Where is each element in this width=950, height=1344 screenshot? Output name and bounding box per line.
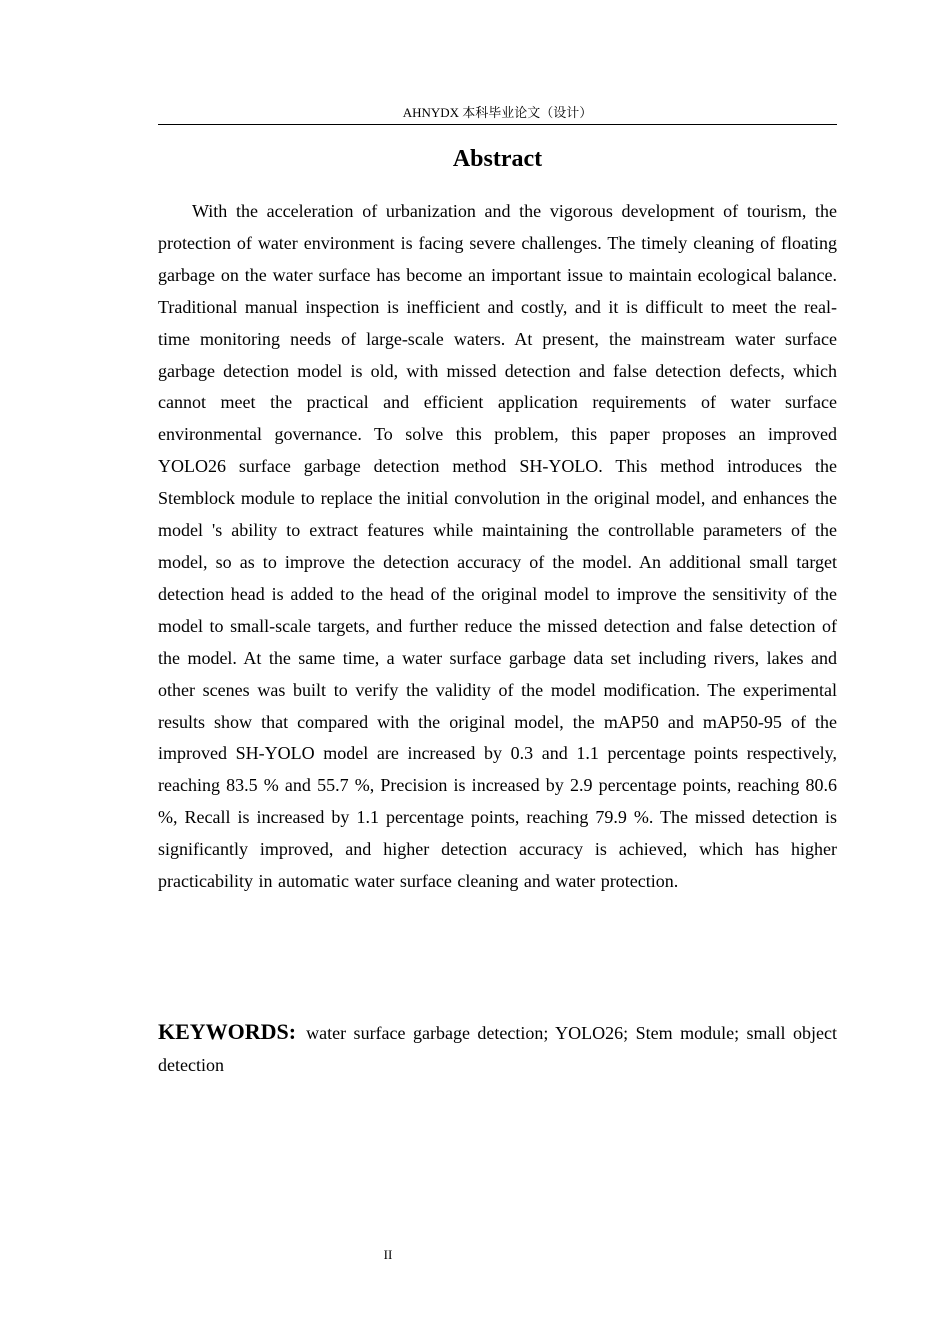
keywords-line <box>158 1016 837 1082</box>
page-number: II <box>383 1247 393 1262</box>
abstract-title: Abstract <box>452 146 543 172</box>
abstract-paragraph: With the acceleration of urbanization and the vigorous development of tourism, the protection of water environment is facing severe challenges. The timely cleaning of floating garbage on the water surface has become an important issue to maintain ecological balance. Traditional manual inspection is inefficient and costly, and it is difficult to meet the real-time monitoring needs of large-scale waters. At present, the mainstream water surface garbage detection model is old, with missed detection and false detection defects, which cannot meet the practical and efficient application requirements of water surface environmental governance. To solve this problem, this paper proposes an improved YOLO26 surface garbage detection method SH-YOLO. This method introduces the Stemblock module to replace the initial convolution in the original model, and enhances the model 's ability to extract features while maintaining the controllable parameters of the model, so as to improve the detection accuracy of the model. An additional small target detection head is added to the head of the original model to improve the sensitivity of the model to small-scale targets, and further reduce the missed detection and false detection of the model. At the same time, a water surface garbage data set including rivers, lakes and other scenes was built to verify the validity of the model modification. The experimental results show that compared with the original model, the mAP50 and mAP50-95 of the improved SH-YOLO model are increased by 0.3 and 1.1 percentage points respectively, reaching 83.5 % and 55.7 %, Precision is increased by 2.9 percentage points, reaching 80.6 %, Recall is increased by 1.1 percentage points, reaching 79.9 %. The missed detection is significantly improved, and higher detection accuracy is achieved, which has higher practicability in automatic water surface cleaning and water protection. <box>158 201 837 892</box>
keywords-label: KEYWORDS: <box>158 1019 297 1044</box>
running-header-title: AHNYDX 本科毕业论文（设计） <box>402 105 593 120</box>
running-header <box>158 104 837 125</box>
keywords-text: water surface garbage detection; YOLO26; Stem module; small object detection <box>158 1023 837 1075</box>
